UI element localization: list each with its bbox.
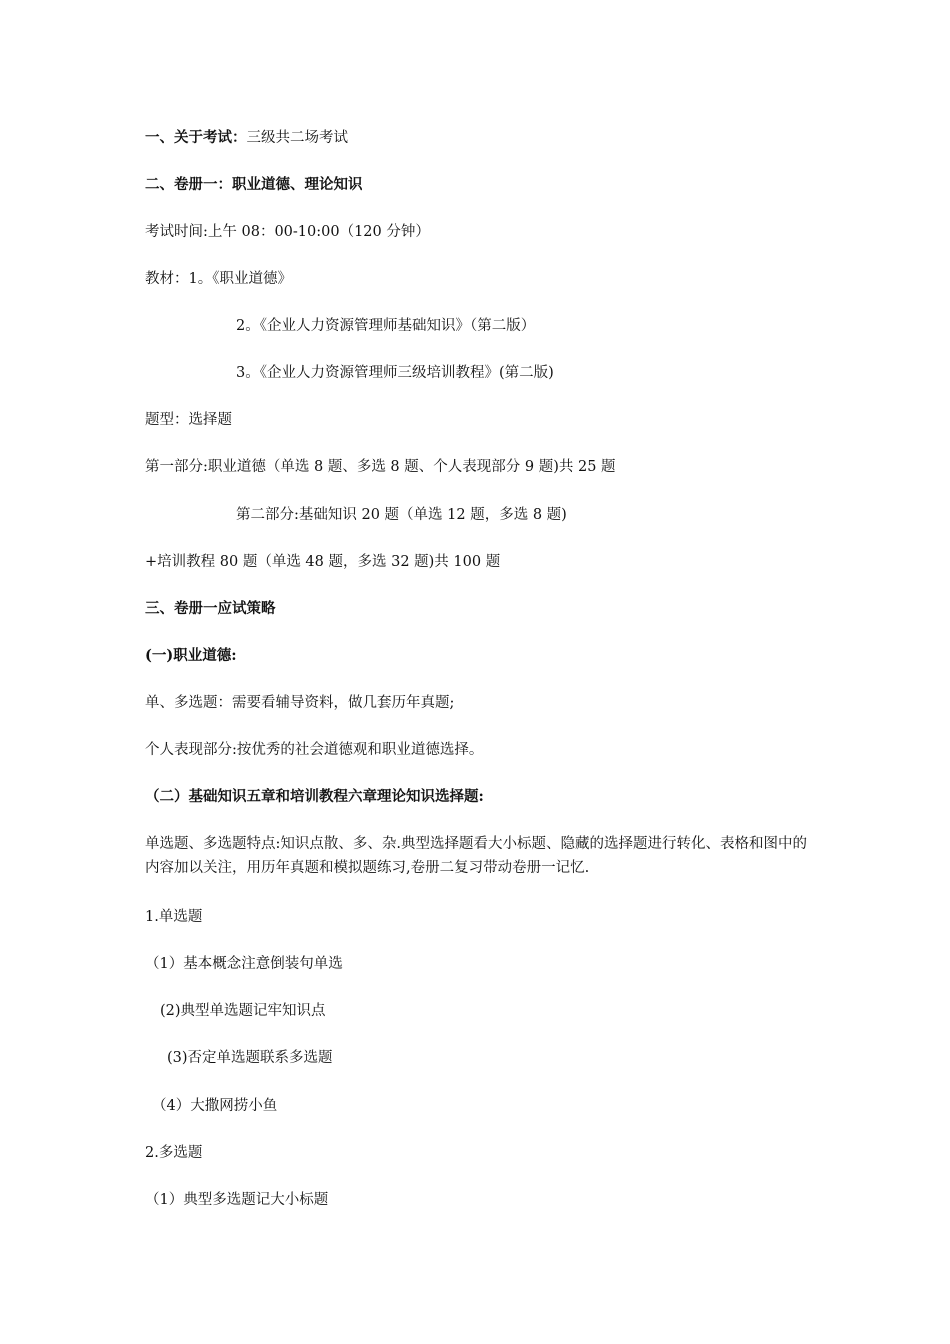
subsection2-heading: （二）基础知识五章和培训教程六章理论知识选择题: xyxy=(145,788,484,805)
exam-time: 考试时间:上午 08：00-10:00（120 分钟） xyxy=(145,224,430,240)
section3-heading: 三、卷册一应试策略 xyxy=(145,600,276,617)
part2-text: 第二部分:基础知识 20 题（单选 12 题，多选 8 题) xyxy=(236,507,567,523)
subsection2-paragraph: 单选题、多选题特点:知识点散、多、杂.典型选择题看大小标题、隐藏的选择题进行转化、表格和图中的内容加以关注，用历年真题和模拟题练习,卷册二复习带动卷册一记忆. xyxy=(145,836,807,876)
multi-choice-item1: （1）典型多选题记大小标题 xyxy=(145,1192,329,1208)
part1-text: 第一部分:职业道德（单选 8 题、多选 8 题、个人表现部分 9 题)共 25 题 xyxy=(145,459,616,475)
textbooks-label: 教材：1。《职业道德》 xyxy=(145,271,292,287)
subsection1-heading: (一)职业道德: xyxy=(145,647,237,664)
question-type: 题型：选择题 xyxy=(145,412,232,428)
single-choice-item3: (3)否定单选题联系多选题 xyxy=(167,1050,333,1066)
textbook-3: 3。《企业人力资源管理师三级培训教程》(第二版) xyxy=(236,365,554,381)
subsection1-line1: 单、多选题：需要看辅导资料，做几套历年真题; xyxy=(145,695,455,711)
single-choice-item4: （4）大撒网捞小鱼 xyxy=(152,1098,278,1114)
section1-heading: 一、关于考试： xyxy=(145,129,247,146)
multi-choice-heading: 2.多选题 xyxy=(145,1145,203,1161)
section1-line xyxy=(145,127,348,149)
single-choice-heading: 1.单选题 xyxy=(145,909,203,925)
single-choice-item1: （1）基本概念注意倒装句单选 xyxy=(145,956,343,972)
single-choice-item2: (2)典型单选题记牢知识点 xyxy=(160,1003,326,1019)
textbook-2: 2。《企业人力资源管理师基础知识》（第二版） xyxy=(236,318,536,334)
part2-continuation: +培训教程 80 题（单选 48 题，多选 32 题)共 100 题 xyxy=(145,554,501,570)
section1-text: 三级共二场考试 xyxy=(246,130,348,146)
subsection1-line2: 个人表现部分:按优秀的社会道德观和职业道德选择。 xyxy=(145,742,484,758)
section2-heading: 二、卷册一：职业道德、理论知识 xyxy=(145,176,363,193)
